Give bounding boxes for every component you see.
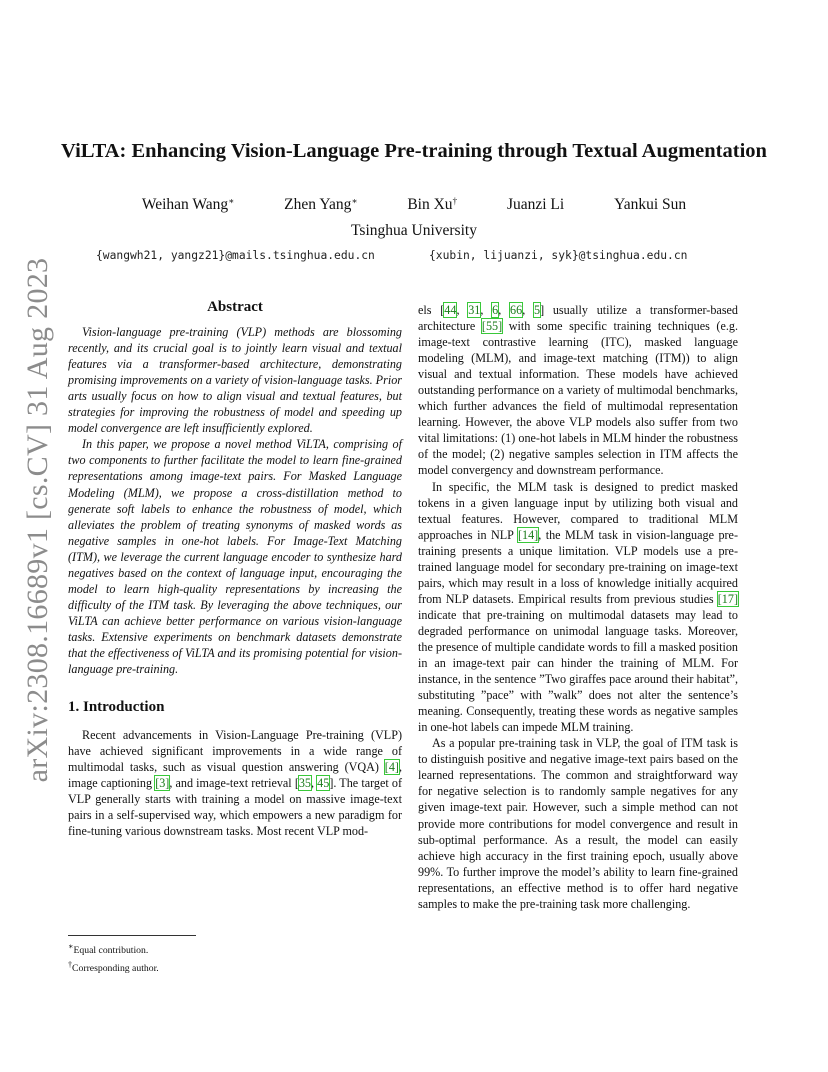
author: Zhen Yang∗ <box>284 196 358 213</box>
email-group-2: {xubin, lijuanzi, syk}@tsinghua.edu.cn <box>429 249 688 262</box>
left-column <box>68 299 402 839</box>
author-list <box>0 196 828 214</box>
body-paragraph: As a popular pre-training task in VLP, the goal of ITM task is to distinguish positive and negative image-text pairs based on the learned representations. The common and straightforward way for negative selection is to randomly sample negatives for any given image-text pair. However, such a simple method can not provide more contributions for model convergence and result in sub-optimal performance. As a result, the model can easily achieve high accuracy in the first training epoch, usually above 99%. To further improve the model’s ability to learn fine-grained representations, an effective method is to offer hard negative samples to make the pre-training task more challenging. <box>418 736 738 911</box>
abstract-heading: Abstract <box>207 299 263 315</box>
email-group-1: {wangwh21, yangz21}@mails.tsinghua.edu.cn <box>96 249 375 262</box>
right-column <box>418 302 738 912</box>
citation-link[interactable]: [4] <box>384 760 399 775</box>
arxiv-id: arXiv:2308.16689v1 [cs.CV] 31 Aug 2023 <box>21 257 54 783</box>
author: Weihan Wang∗ <box>141 196 235 213</box>
citation-link[interactable]: 35 <box>298 776 311 791</box>
citation-link[interactable]: [3] <box>155 776 170 791</box>
body-paragraph: els [44, 31, 6, 66, 5] usually utilize a transformer-based architecture [55] with some specific training techniques (e.g. image-text contrastive learning (ITC), masked language modeling (MLM), and image-text matching (ITM)) to align visual and textual information. These models have achieved outstanding performance on a variety of multimodal benchmarks, which further advances the field of multimodal representation learning. However, the above VLP models also suffer from two vital limitations: (1) one-hot labels in MLM hinder the robustness of the model; (2) negative samples selection in ITM affects the model convergency and downstream performance. <box>418 303 738 478</box>
citation-link[interactable]: [17] <box>717 591 738 606</box>
paper-title: ViLTA: Enhancing Vision-Language Pre-training through Textual Augmentation <box>61 140 767 162</box>
author-emails <box>96 249 716 262</box>
citation-link[interactable]: 31 <box>468 303 481 317</box>
affiliation: Tsinghua University <box>351 222 477 239</box>
citation-link[interactable]: 45 <box>317 776 330 791</box>
citation-link[interactable]: 6 <box>492 303 499 317</box>
author: Yankui Sun <box>614 196 687 213</box>
abstract-paragraph: In this paper, we propose a novel method ViLTA, comprising of two components to further facilitate the model to learn fine-grained representations among image-text pairs. For Masked Language Modeling (MLM), we propose a cross-distillation method to generate soft labels to enhance the robustness of model, which alleviates the problem of treating synonyms of masked words as negative samples in one-hot labels. For Image-Text Matching (ITM), we leverage the current language encoder to synthesize hard negatives based on the context of language input, encouraging the model to learn high-quality representations by increasing the difficulty of the ITM task. By leveraging the above techniques, our ViLTA can achieve better performance on various vision-language tasks. Extensive experiments on benchmark datasets demonstrate that the effectiveness of ViLTA and its promising potential for vision-language pre-training. <box>68 437 402 677</box>
abstract-paragraph: Vision-language pre-training (VLP) methods are blossoming recently, and its crucial goal is to jointly learn visual and textual features via a transformer-based architecture, demonstrating promising improvements on a variety of vision-language tasks. Prior arts usually focus on how to align visual and textual features, but strategies for improving the robustness of model and speeding up model convergence are left insufficiently explored. <box>68 325 402 436</box>
citation-link[interactable]: [55] <box>481 319 503 334</box>
footnote: †Corresponding author. <box>68 959 159 974</box>
arxiv-watermark <box>18 257 58 783</box>
body-paragraph: In specific, the MLM task is designed to predict masked tokens in a given language input by utilizing both visual and textual features. However, compared to traditional MLM approaches in NLP [14], the MLM task in vision-language pre-training presents a unique limitation. VLP models use a pre-trained language model for secondary pre-training on image-text pairs, which may result in a loss of knowledge initially acquired from NLP datasets. Empirical results from previous studies [17] indicate that pre-training on multimodal datasets may lead to degraded performance on unimodal language tasks. Moreover, the presence of multiple candidate words to fill a masked position in an image-text pair can hinder the training of MLM. For instance, in the sentence ”Two giraffes pace around their habitat”, substituting ”pace” with ”walk” does not alter the sentence’s meaning. Consequently, treating these words as negative samples in one-hot labels can impede MLM training. <box>418 479 738 735</box>
footnote-rule <box>68 935 196 936</box>
author: Juanzi Li <box>506 196 565 213</box>
citation-link[interactable]: 5 <box>533 303 541 317</box>
author: Bin Xu† <box>407 196 458 213</box>
citation-link[interactable]: 66 <box>510 303 523 317</box>
footnotes <box>68 940 159 975</box>
citation-link[interactable]: [14] <box>517 527 539 542</box>
section-heading-introduction: 1. Introduction <box>68 699 165 716</box>
citation-link[interactable]: 44 <box>444 303 457 317</box>
footnote: ∗Equal contribution. <box>68 942 149 957</box>
body-paragraph: Recent advancements in Vision-Language Pre-training (VLP) have achieved significant improvements in a wide range of multimodal tasks, such as visual question answering (VQA) [4], image captioning [3], and image-text retrieval [35, 45]. The target of VLP generally starts with training a model on massive image-text pairs in a self-supervised way, which empowers a new paradigm for fine-tuning various downstream tasks. Most recent VLP mod- <box>68 728 402 839</box>
